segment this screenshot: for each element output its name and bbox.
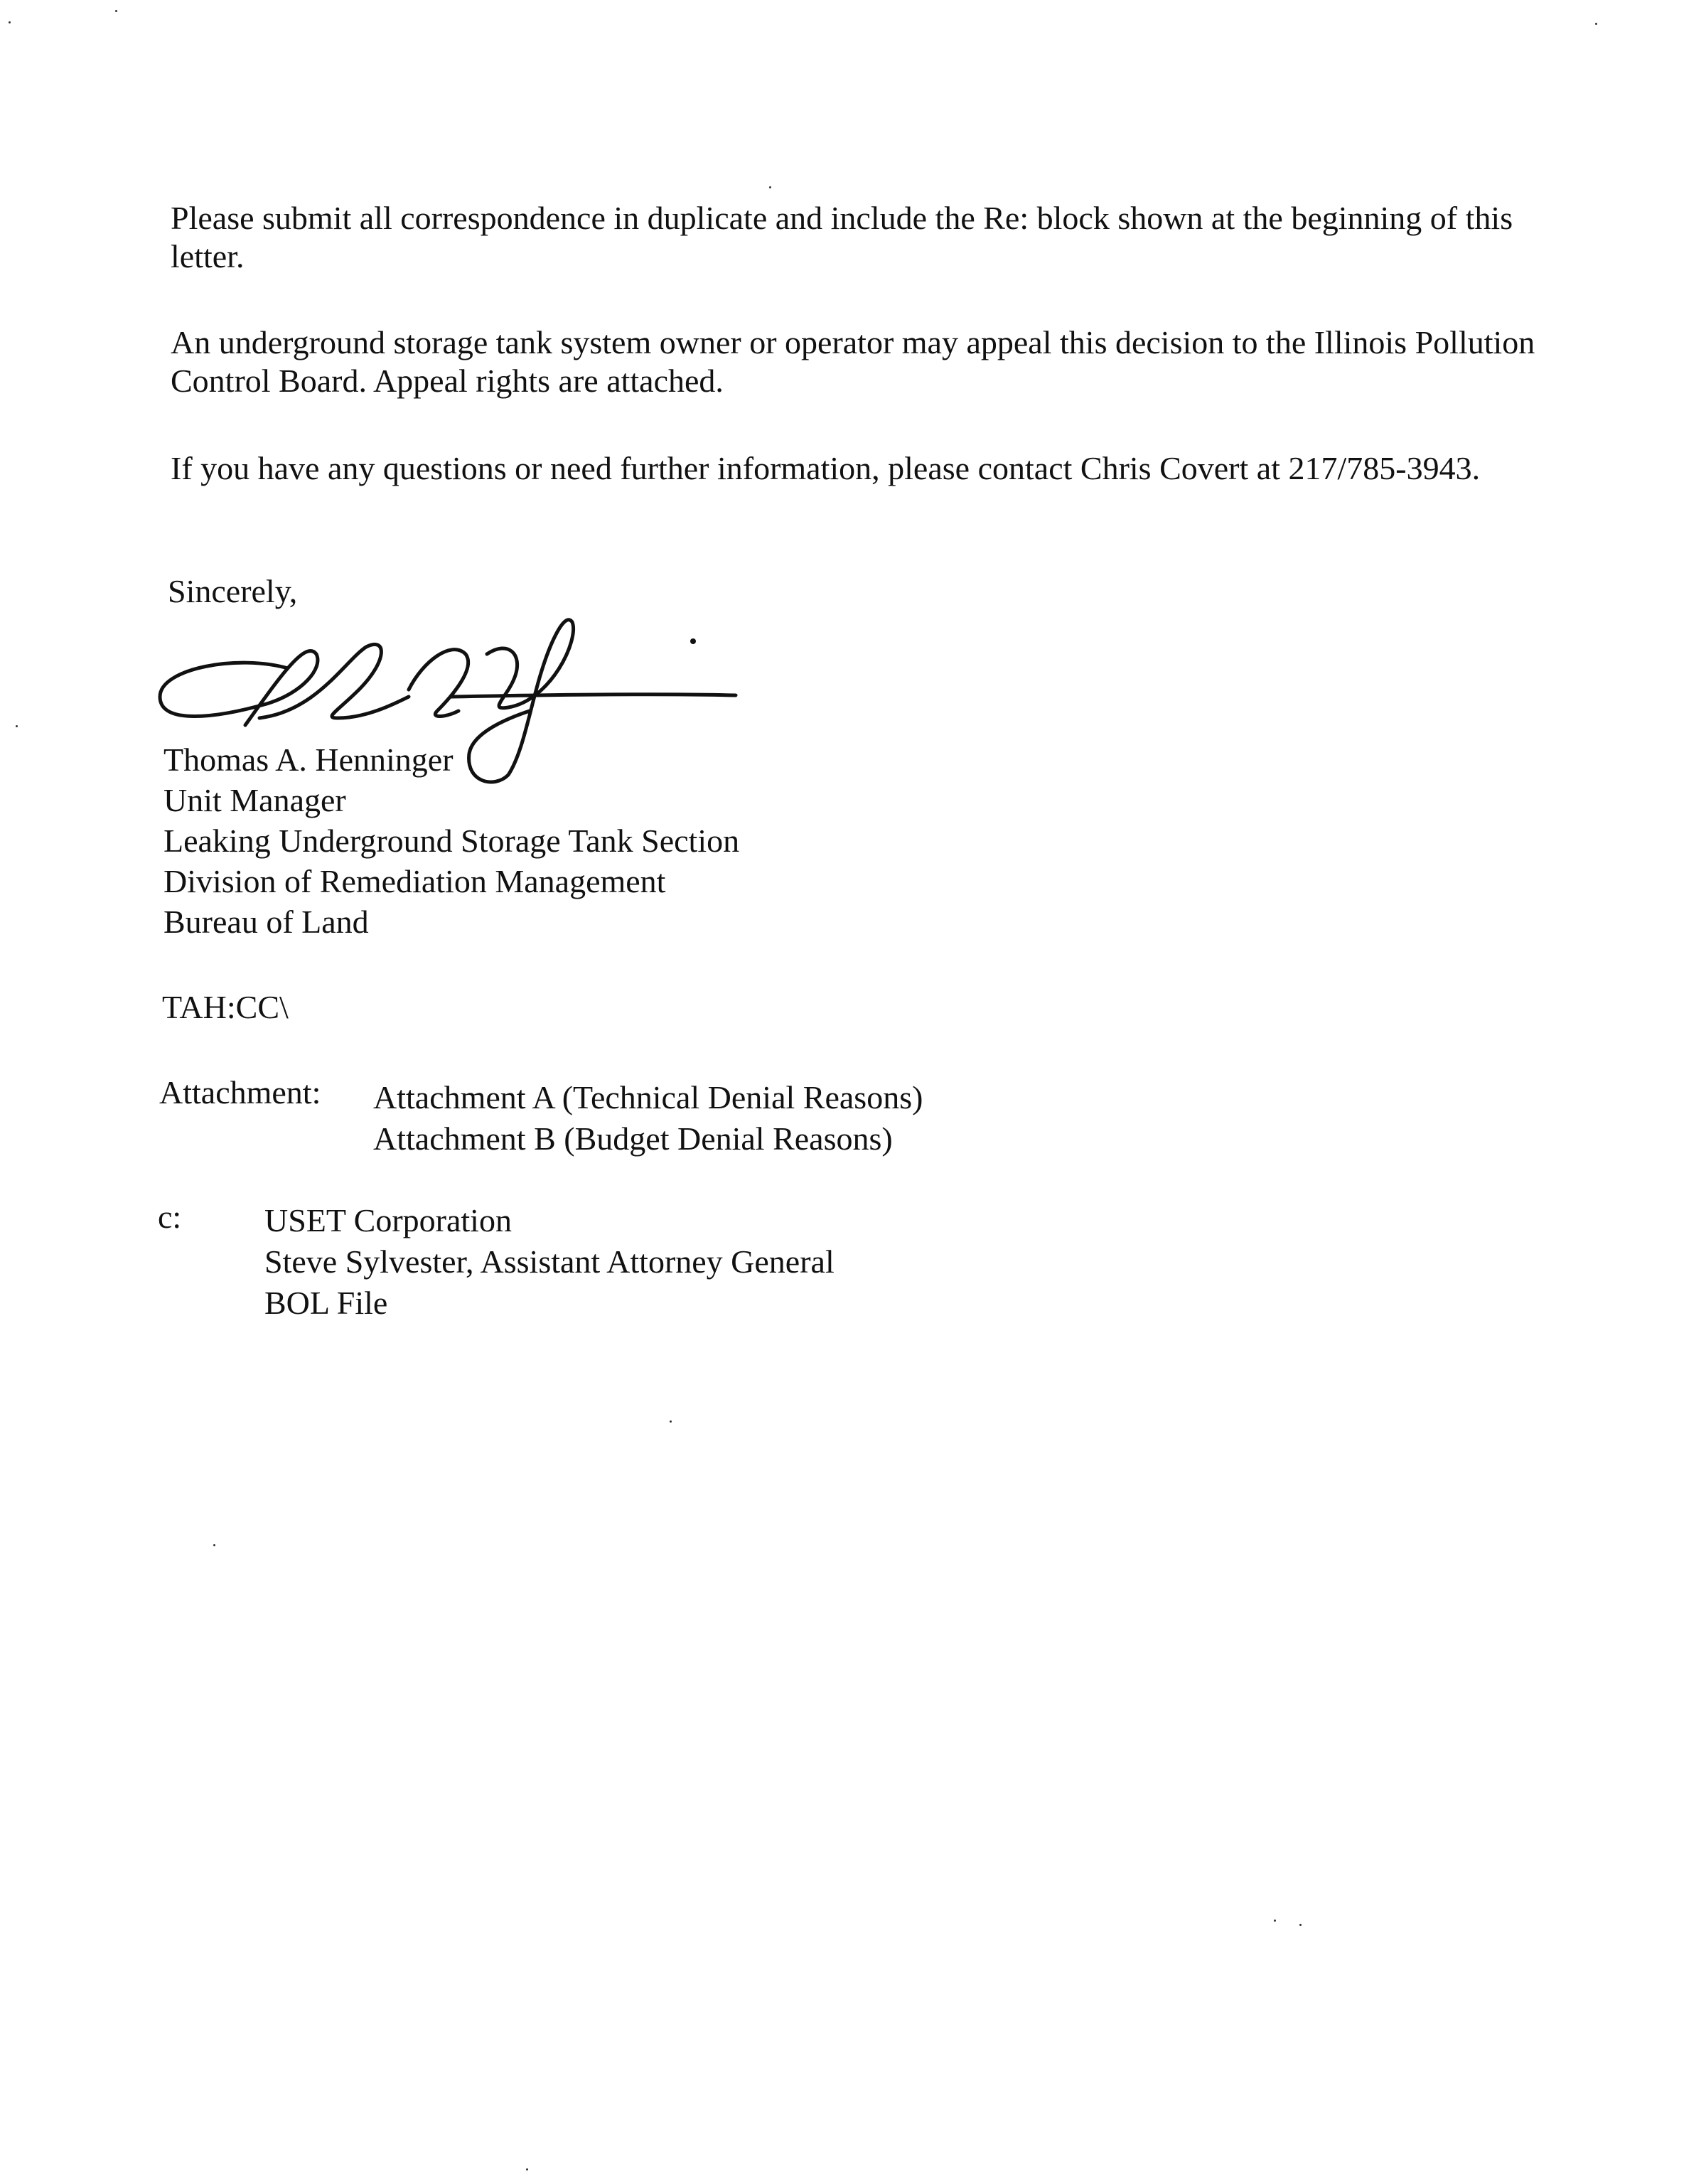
closing: Sincerely,: [168, 573, 298, 609]
scan-speck: [1595, 23, 1597, 25]
scan-speck: [526, 2168, 528, 2170]
scan-speck: [1299, 1924, 1302, 1926]
cc-item: BOL File: [264, 1285, 388, 1321]
signer-title: Unit Manager: [163, 782, 346, 818]
reference-initials: TAH:CC\: [162, 989, 289, 1025]
scan-speck: [1274, 1920, 1276, 1922]
signature-block: [163, 739, 739, 942]
attachment-item: Attachment B (Budget Denial Reasons): [373, 1120, 893, 1157]
scan-speck: [769, 186, 771, 188]
scan-speck: [16, 725, 18, 727]
scan-speck: [213, 1544, 215, 1546]
cc-list: [264, 1200, 835, 1324]
signer-section: Leaking Underground Storage Tank Section: [163, 823, 740, 859]
cc-label: c:: [158, 1199, 182, 1235]
correspondence-paragraph: Please submit all correspondence in duplicate and include the Re: block shown at the beginning of this letter.: [171, 200, 1513, 274]
scan-speck: [9, 21, 11, 23]
attachment-list: [373, 1077, 923, 1160]
attachment-item: Attachment A (Technical Denial Reasons): [373, 1079, 923, 1115]
appeal-paragraph: An underground storage tank system owner or operator may appeal this decision to the Illinois Pollution Control Board. Appeal rights are attached.: [171, 324, 1535, 399]
signer-bureau: Bureau of Land: [163, 904, 369, 940]
scan-speck: [670, 1420, 672, 1423]
contact-paragraph: If you have any questions or need further information, please contact Chris Covert at 217/785-3943.: [171, 450, 1481, 486]
scan-speck: [115, 10, 117, 12]
signer-name: Thomas A. Henninger: [163, 742, 454, 778]
cc-item: USET Corporation: [264, 1202, 512, 1238]
signer-division: Division of Remediation Management: [163, 863, 666, 899]
cc-item: Steve Sylvester, Assistant Attorney General: [264, 1243, 835, 1280]
attachment-label: Attachment:: [159, 1074, 321, 1110]
